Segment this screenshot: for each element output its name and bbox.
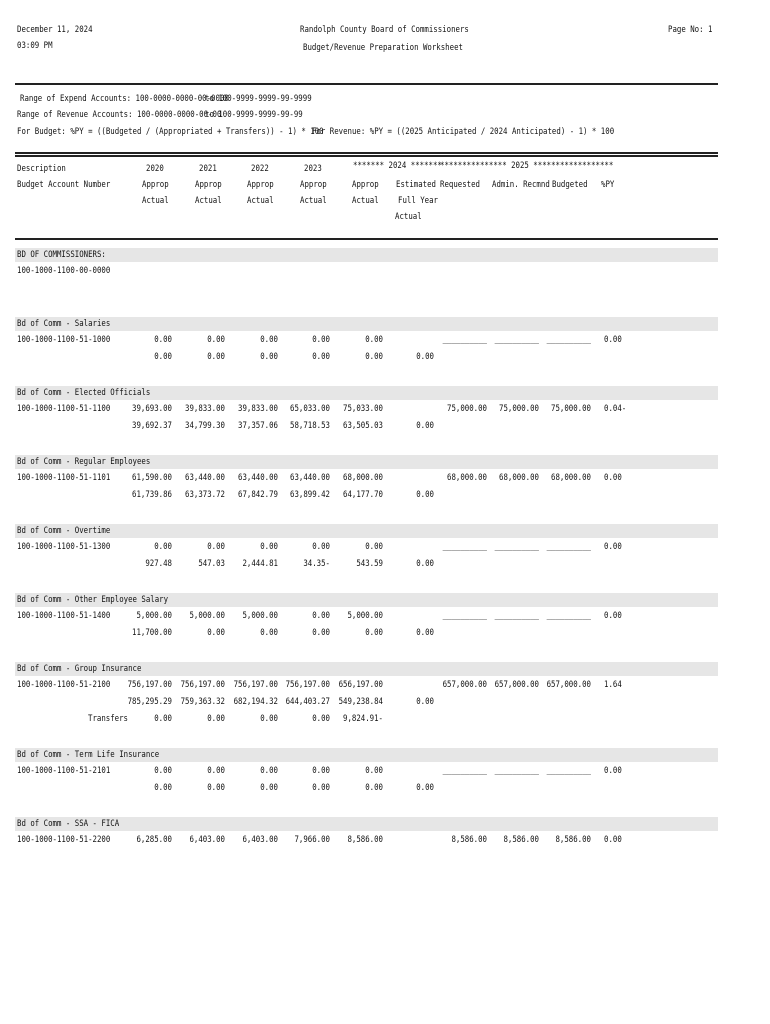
account-band: [15, 524, 718, 538]
col-admin-recmnd: Admin. Recmnd: [492, 180, 550, 190]
actual-value: 0.00: [154, 352, 172, 362]
account-number: 100-1000-1100-51-1101: [17, 473, 111, 483]
transfers-value: 0.00: [260, 714, 278, 724]
organization-name: Randolph County Board of Commissioners: [300, 25, 469, 35]
actual-value: 547.03: [198, 559, 225, 569]
revenue-range-to: to 100-9999-9999-99-99: [205, 110, 303, 120]
actual-value: 927.48: [145, 559, 172, 569]
col-requested: Requested: [440, 180, 481, 190]
approp-value: 0.00: [312, 766, 330, 776]
requested-value: 8,586.00: [451, 835, 487, 845]
admin-value: 68,000.00: [498, 473, 539, 483]
approp-value: 0.00: [260, 766, 278, 776]
col-budgeted: Budgeted: [552, 180, 588, 190]
estimated-actual-value: 0.00: [416, 697, 434, 707]
admin-blank-line: __________: [494, 766, 539, 776]
actual-value: 11,700.00: [131, 628, 172, 638]
approp-value: 39,833.00: [237, 404, 278, 414]
actual-value: 543.59: [356, 559, 383, 569]
expend-range: Range of Expend Accounts: 100-0000-0000-00-0000: [20, 94, 229, 104]
col-2020-header-line: Approp: [142, 180, 169, 190]
account-number: 100-1000-1100-51-1300: [17, 542, 111, 552]
percent-py-value: 0.00: [604, 542, 622, 552]
revenue-range: Range of Revenue Accounts: 100-0000-0000-00-00: [17, 110, 222, 120]
estimated-actual-value: 0.00: [416, 421, 434, 431]
expend-range-to: to 100-9999-9999-99-9999: [205, 94, 312, 104]
account-number: 100-1000-1100-51-2200: [17, 835, 111, 845]
col-2021-header-line: Actual: [195, 196, 222, 206]
col-estimated-header-line: Full Year: [398, 196, 439, 206]
transfers-value: 0.00: [312, 714, 330, 724]
actual-value: 0.00: [260, 628, 278, 638]
estimated-actual-value: 0.00: [416, 628, 434, 638]
report-date: December 11, 2024: [17, 25, 93, 35]
transfers-label: Transfers: [88, 714, 129, 724]
estimated-actual-value: 0.00: [416, 352, 434, 362]
approp-value: 7,966.00: [294, 835, 330, 845]
actual-value: 785,295.29: [127, 697, 172, 707]
requested-blank-line: __________: [442, 335, 487, 345]
requested-blank-line: __________: [442, 542, 487, 552]
actual-value: 63,899.42: [289, 490, 330, 500]
requested-value: 75,000.00: [446, 404, 487, 414]
budgeted-value: 68,000.00: [550, 473, 591, 483]
approp-value: 656,197.00: [338, 680, 383, 690]
col-2024-header-line: Approp: [352, 180, 379, 190]
account-band: [15, 317, 718, 331]
actual-value: 34,799.30: [184, 421, 225, 431]
actual-value: 58,718.53: [289, 421, 330, 431]
budgeted-blank-line: __________: [546, 542, 591, 552]
admin-value: 657,000.00: [494, 680, 539, 690]
approp-value: 0.00: [207, 766, 225, 776]
approp-value: 0.00: [154, 766, 172, 776]
account-number: 100-1000-1100-51-1100: [17, 404, 111, 414]
percent-py-value: 0.00: [604, 835, 622, 845]
col-2023-header-line: Approp: [300, 180, 327, 190]
approp-value: 75,033.00: [342, 404, 383, 414]
budgeted-value: 75,000.00: [550, 404, 591, 414]
admin-blank-line: __________: [494, 611, 539, 621]
approp-value: 0.00: [365, 766, 383, 776]
approp-value: 6,403.00: [189, 835, 225, 845]
account-number: 100-1000-1100-51-2101: [17, 766, 111, 776]
percent-py-value: 0.00: [604, 766, 622, 776]
col-2023-header-line: 2023: [304, 164, 322, 174]
actual-value: 682,194.32: [233, 697, 278, 707]
actual-value: 0.00: [365, 783, 383, 793]
account-title: Bd of Comm - Regular Employees: [17, 457, 151, 467]
estimated-actual-value: 0.00: [416, 559, 434, 569]
approp-value: 63,440.00: [184, 473, 225, 483]
approp-value: 39,693.00: [131, 404, 172, 414]
approp-value: 61,590.00: [131, 473, 172, 483]
actual-value: 34.35-: [303, 559, 330, 569]
actual-value: 0.00: [312, 783, 330, 793]
page-number: Page No: 1: [668, 25, 713, 35]
approp-value: 5,000.00: [347, 611, 383, 621]
actual-value: 67,842.79: [237, 490, 278, 500]
budget-formula: For Budget: %PY = ((Budgeted / (Appropriated + Transfers)) - 1) * 100: [17, 127, 324, 137]
account-number: 100-1000-1100-51-1000: [17, 335, 111, 345]
approp-value: 0.00: [260, 335, 278, 345]
transfers-value: 0.00: [154, 714, 172, 724]
actual-value: 64,177.70: [342, 490, 383, 500]
admin-blank-line: __________: [494, 335, 539, 345]
actual-value: 61,739.86: [131, 490, 172, 500]
col-description: Description: [17, 164, 66, 174]
transfers-value: 9,824.91-: [342, 714, 383, 724]
percent-py-value: 0.00: [604, 335, 622, 345]
approp-value: 756,197.00: [233, 680, 278, 690]
col-2022-header-line: Actual: [247, 196, 274, 206]
approp-value: 63,440.00: [289, 473, 330, 483]
params-divider-bottom: [15, 155, 718, 157]
actual-value: 0.00: [312, 352, 330, 362]
approp-value: 39,833.00: [184, 404, 225, 414]
col-2024-header-line: Actual: [352, 196, 379, 206]
percent-py-value: 0.00: [604, 473, 622, 483]
approp-value: 0.00: [207, 542, 225, 552]
revenue-formula: For Revenue: %PY = ((2025 Anticipated / 2024 Anticipated) - 1) * 100: [312, 127, 615, 137]
col-2023-header-line: Actual: [300, 196, 327, 206]
requested-blank-line: __________: [442, 766, 487, 776]
approp-value: 0.00: [365, 542, 383, 552]
approp-value: 756,197.00: [180, 680, 225, 690]
estimated-actual-value: 0.00: [416, 490, 434, 500]
approp-value: 0.00: [154, 335, 172, 345]
approp-value: 5,000.00: [242, 611, 278, 621]
account-title: Bd of Comm - Elected Officials: [17, 388, 151, 398]
actual-value: 549,238.84: [338, 697, 383, 707]
budgeted-value: 8,586.00: [555, 835, 591, 845]
admin-value: 8,586.00: [503, 835, 539, 845]
account-number: 100-1000-1100-51-2100: [17, 680, 111, 690]
account-title: Bd of Comm - Term Life Insurance: [17, 750, 160, 760]
approp-value: 6,285.00: [136, 835, 172, 845]
approp-value: 68,000.00: [342, 473, 383, 483]
actual-value: 63,505.03: [342, 421, 383, 431]
approp-value: 8,586.00: [347, 835, 383, 845]
approp-value: 63,440.00: [237, 473, 278, 483]
account-number: 100-1000-1100-51-1400: [17, 611, 111, 621]
department-account: 100-1000-1100-00-0000: [17, 266, 111, 276]
approp-value: 0.00: [365, 335, 383, 345]
admin-blank-line: __________: [494, 542, 539, 552]
report-time: 03:09 PM: [17, 41, 53, 51]
col-2020-header-line: 2020: [146, 164, 164, 174]
actual-value: 0.00: [207, 628, 225, 638]
department-band: [15, 248, 718, 262]
col-2021-header-line: 2021: [199, 164, 217, 174]
approp-value: 5,000.00: [136, 611, 172, 621]
admin-value: 75,000.00: [498, 404, 539, 414]
budgeted-value: 657,000.00: [546, 680, 591, 690]
budgeted-blank-line: __________: [546, 766, 591, 776]
approp-value: 756,197.00: [285, 680, 330, 690]
col-2022-header-line: Approp: [247, 180, 274, 190]
actual-value: 0.00: [260, 352, 278, 362]
actual-value: 644,403.27: [285, 697, 330, 707]
actual-value: 0.00: [260, 783, 278, 793]
budgeted-blank-line: __________: [546, 335, 591, 345]
actual-value: 37,357.06: [237, 421, 278, 431]
actual-value: 0.00: [154, 783, 172, 793]
approp-value: 0.00: [312, 335, 330, 345]
requested-value: 657,000.00: [442, 680, 487, 690]
actual-value: 2,444.81: [242, 559, 278, 569]
actual-value: 0.00: [312, 628, 330, 638]
requested-blank-line: __________: [442, 611, 487, 621]
approp-value: 0.00: [312, 611, 330, 621]
col-2022-header-line: 2022: [251, 164, 269, 174]
params-divider-top: [15, 152, 718, 154]
report-title: Budget/Revenue Preparation Worksheet: [303, 43, 463, 53]
percent-py-value: 0.04-: [604, 404, 627, 414]
col-2025-banner: *************** 2025 ******************: [440, 161, 614, 171]
requested-value: 68,000.00: [446, 473, 487, 483]
col-estimated-header-line: Estimated: [396, 180, 437, 190]
actual-value: 0.00: [207, 352, 225, 362]
col-account-number: Budget Account Number: [17, 180, 111, 190]
account-band: [15, 817, 718, 831]
actual-value: 63,373.72: [184, 490, 225, 500]
approp-value: 6,403.00: [242, 835, 278, 845]
account-title: Bd of Comm - Overtime: [17, 526, 111, 536]
approp-value: 65,033.00: [289, 404, 330, 414]
actual-value: 0.00: [365, 628, 383, 638]
approp-value: 0.00: [154, 542, 172, 552]
actual-value: 759,363.32: [180, 697, 225, 707]
actual-value: 0.00: [207, 783, 225, 793]
actual-value: 0.00: [365, 352, 383, 362]
col-2024-banner: ******* 2024 *******: [353, 161, 442, 171]
account-title: Bd of Comm - Salaries: [17, 319, 111, 329]
account-title: Bd of Comm - Other Employee Salary: [17, 595, 169, 605]
account-title: Bd of Comm - SSA - FICA: [17, 819, 120, 829]
percent-py-value: 0.00: [604, 611, 622, 621]
approp-value: 0.00: [207, 335, 225, 345]
col-estimated-header-line: Actual: [395, 212, 422, 222]
budgeted-blank-line: __________: [546, 611, 591, 621]
estimated-actual-value: 0.00: [416, 783, 434, 793]
approp-value: 0.00: [312, 542, 330, 552]
approp-value: 756,197.00: [127, 680, 172, 690]
percent-py-value: 1.64: [604, 680, 622, 690]
col-2021-header-line: Approp: [195, 180, 222, 190]
header-divider: [15, 83, 718, 85]
approp-value: 0.00: [260, 542, 278, 552]
account-title: Bd of Comm - Group Insurance: [17, 664, 142, 674]
col-percent-py: %PY: [601, 180, 615, 190]
department-name: BD OF COMMISSIONERS:: [17, 250, 106, 260]
transfers-value: 0.00: [207, 714, 225, 724]
column-header-divider: [15, 238, 718, 240]
approp-value: 5,000.00: [189, 611, 225, 621]
col-2020-header-line: Actual: [142, 196, 169, 206]
actual-value: 39,692.37: [131, 421, 172, 431]
